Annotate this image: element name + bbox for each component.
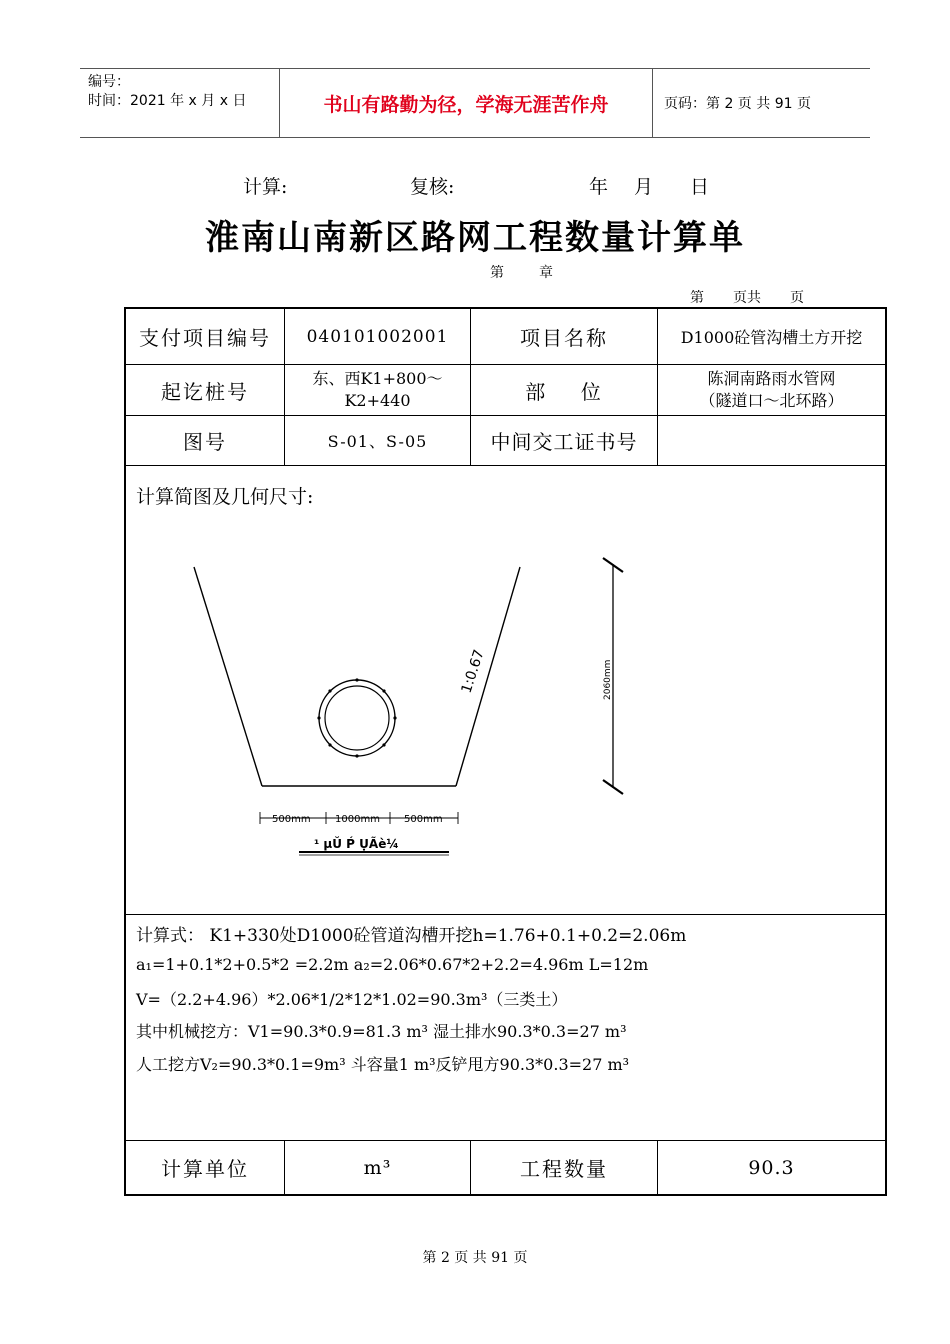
- station-line1: 东、西K1+800～: [312, 369, 443, 388]
- review-label: 复核:: [410, 176, 455, 198]
- calc-line: a₁=1+0.1*2+0.5*2 =2.2m a₂=2.06*0.67*2+2.2=4.96m L=12m: [136, 955, 649, 974]
- unit-value: m³: [363, 1156, 392, 1179]
- qty-value: 90.3: [748, 1156, 795, 1179]
- part-line2: （隧道口～北环路）: [699, 391, 844, 410]
- calc-line: 人工挖方V₂=90.3*0.1=9m³ 斗容量1 m³反铲甩方90.3*0.3=27 m³: [136, 1055, 630, 1074]
- chapter-prefix: 第: [490, 265, 504, 281]
- page-ye-gong: 页共: [733, 290, 761, 306]
- chapter-suffix: 章: [539, 265, 553, 281]
- calc-line: 计算式： K1+330处D1000砼管道沟槽开挖h=1.76+0.1+0.2=2.06m: [136, 926, 687, 946]
- page-ye: 页: [790, 290, 804, 306]
- part-line1: 陈洞南路雨水管网: [707, 369, 836, 388]
- time-label: 时间：2021 年 x 月 x 日: [88, 93, 247, 109]
- page-info: 页码：第 2 页 共 91 页: [664, 96, 811, 112]
- day-label: 日: [690, 176, 710, 198]
- width-right-label: 500mm: [404, 814, 443, 825]
- drawing-no-label: 图号: [183, 430, 227, 454]
- pipe-icon: [317, 678, 396, 757]
- page-title: 淮南山南新区路网工程数量计算单: [205, 218, 745, 258]
- month-label: 月: [634, 176, 654, 198]
- item-name: D1000砼管沟槽土方开挖: [680, 328, 863, 347]
- drawing-no: S-01、S-05: [327, 432, 428, 451]
- number-label: 编号：: [88, 74, 130, 90]
- qty-label: 工程数量: [520, 1157, 608, 1181]
- height-label: 2060mm: [603, 659, 613, 700]
- width-mid-label: 1000mm: [335, 814, 380, 825]
- width-left-label: 500mm: [272, 814, 311, 825]
- pay-item-no-label: 支付项目编号: [139, 326, 271, 350]
- page-di: 第: [690, 290, 704, 306]
- year-label: 年: [589, 176, 609, 198]
- motto: 书山有路勤为径，学海无涯苦作舟: [280, 69, 653, 137]
- pay-item-no: 040101002001: [306, 326, 449, 347]
- calc-line: 其中机械挖方：V1=90.3*0.9=81.3 m³ 湿土排水90.3*0.3=27 m³: [136, 1022, 627, 1041]
- slope-label: 1:0.67: [458, 647, 488, 696]
- left-slope: [194, 567, 262, 786]
- drawing-caption: ¹ µŬ Ṕ ỤÃè¼: [314, 837, 399, 851]
- item-name-label: 项目名称: [520, 326, 608, 350]
- part-label: 部 位: [525, 379, 603, 404]
- station-line2: K2+440: [344, 391, 411, 410]
- calc-line: V=（2.2+4.96）*2.06*1/2*12*1.02=90.3m³（三类土）: [136, 990, 568, 1009]
- calc-label: 计算:: [243, 176, 288, 198]
- unit-label: 计算单位: [161, 1157, 249, 1181]
- page-footer: 第 2 页 共 91 页: [422, 1250, 528, 1266]
- station-label: 起讫桩号: [161, 379, 249, 404]
- sketch-label: 计算简图及几何尺寸:: [136, 486, 314, 508]
- cert-label: 中间交工证书号: [490, 430, 638, 454]
